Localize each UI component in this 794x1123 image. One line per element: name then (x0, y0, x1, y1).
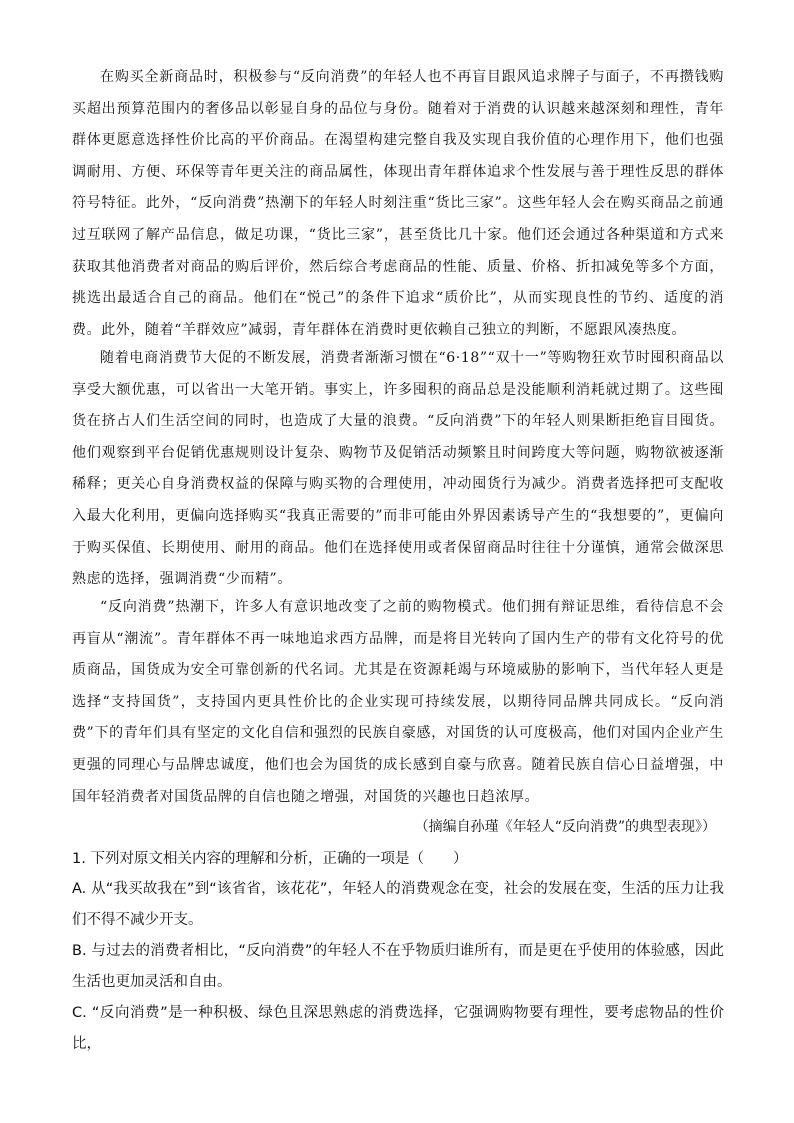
article-paragraph-3: “反向消费”热潮下，许多人有意识地改变了之前的购物模式。他们拥有辩证思维，看待信息不会再盲从“潮流”。青年群体不再一味地追求西方品牌，而是将目光转向了国内生产的带有文化符号的优质商品，国货成为安全可靠创新的代名词。尤其是在资源耗竭与环境威胁的影响下，当代年轻人更是选择“支持国货”，支持国内更具性价比的企业实现可持续发展，以期待同品牌共同成长。“反向消费”下的青年们具有坚定的文化自信和强烈的民族自豪感，对国货的认可度极高，他们对国内企业产生更强的同理心与品牌忠诚度，他们也会为国货的成长感到自豪与欣喜。随着民族自信心日益增强，中国年轻消费者对国货品牌的自信也随之增强，对国货的兴趣也日趋浓厚。 (72, 599, 724, 805)
option-a: A. 从“我买故我在”到“该省省，该花花”，年轻人的消费观念在变，社会的发展在变，生活的压力让我们不得不减少开支。 (72, 881, 724, 928)
question-stem: 1. 下列对原文相关内容的理解和分析，正确的一项是（ ） (72, 851, 468, 867)
article-paragraph-1: 在购买全新商品时，积极参与“反向消费”的年轻人也不再盲目跟风追求牌子与面子，不再攒钱购买超出预算范围内的奢侈品以彰显自身的品位与身份。随着对于消费的认识越来越深刻和理性，青年群体更愿意选择性价比高的平价商品。在渴望构建完整自我及实现自我价值的心理作用下，他们也强调耐用、方便、环保等青年更关注的商品属性，体现出青年群体追求个性发展与善于理性反思的群体符号特征。此外，“反向消费”热潮下的年轻人时刻注重“货比三家”。这些年轻人会在购买商品之前通过互联网了解产品信息，做足功课，“货比三家”，甚至货比几十家。他们还会通过各种渠道和方式来获取其他消费者对商品的购后评价，然后综合考虑商品的性能、质量、价格、折扣减免等多个方面，挑选出最适合自己的商品。他们在“悦己”的条件下追求“质价比”，从而实现良性的节约、适度的消费。此外，随着“羊群效应”减弱，青年群体在消费时更依赖自己独立的判断，不愿跟风凑热度。 (72, 69, 724, 338)
option-b: B. 与过去的消费者相比，“反向消费”的年轻人不在乎物质归谁所有，而是更在乎使用的体验感，因此生活也更加灵活和自由。 (72, 943, 724, 990)
option-c: C. “反向消费”是一种积极、绿色且深思熟虑的消费选择，它强调购物要有理性，要考虑物品的性价比， (72, 1005, 724, 1052)
article-paragraph-2: 随着电商消费节大促的不断发展，消费者渐渐习惯在“6·18”“双十一”等购物狂欢节时囤积商品以享受大额优惠，可以省出一大笔开销。事实上，许多囤积的商品总是没能顺利消耗就过期了。这些囤货在挤占人们生活空间的同时，也造成了大量的浪费。“反向消费”下的年轻人则果断拒绝盲目囤货。他们观察到平台促销优惠规则设计复杂、购物节及促销活动频繁且时间跨度大等问题，购物欲被逐渐稀释；更关心自身消费权益的保障与购买物的合理使用，冲动囤货行为减少。消费者选择把可支配收入最大化利用，更偏向选择购买“我真正需要的”而非可能由外界因素诱导产生的“我想要的”，更偏向于购买保值、长期使用、耐用的商品。他们在选择使用或者保留商品时往往十分谨慎，通常会做深思熟虑的选择，强调消费“少而精”。 (72, 350, 724, 588)
article-source: （摘编自孙瑾《年轻人“反向消费”的典型表现》） (414, 819, 716, 835)
